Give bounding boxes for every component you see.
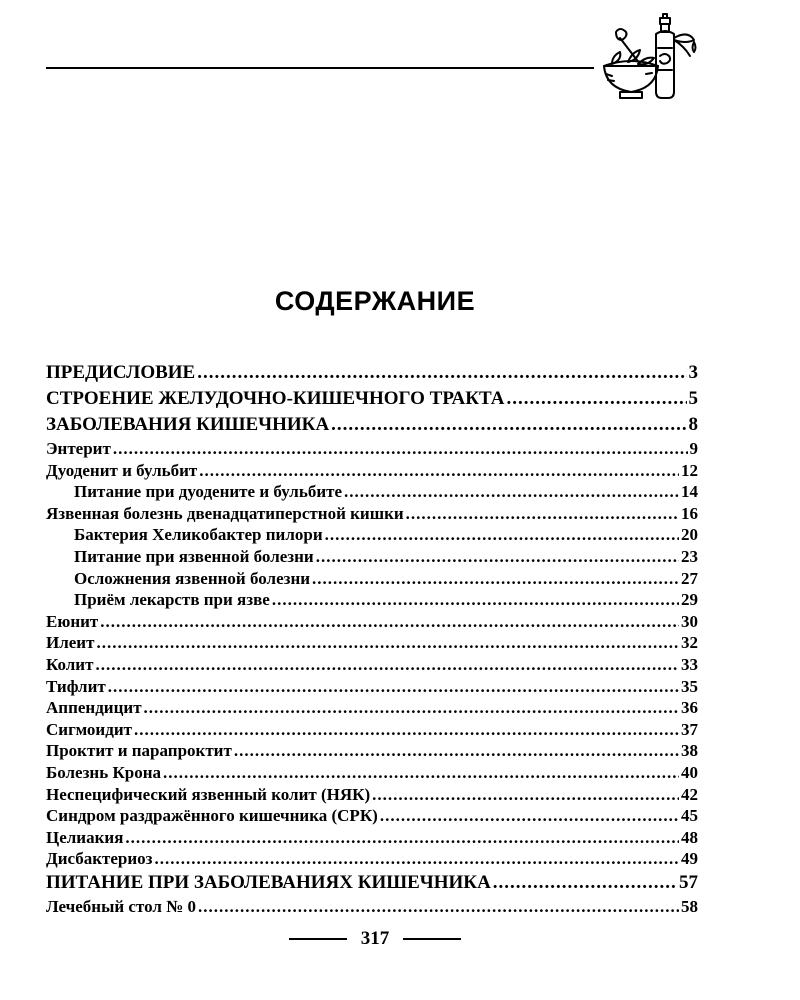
toc-entry — [46, 360, 698, 386]
dot-leader — [312, 568, 679, 590]
toc-entry-page: 29 — [681, 590, 698, 610]
toc-entry-title: Аппендицит — [46, 698, 142, 718]
dot-leader — [506, 386, 686, 412]
toc-entry-title: Целиакия — [46, 827, 124, 847]
toc-entry — [46, 827, 698, 849]
toc-entry-title: Синдром раздражённого кишечника (СРК) — [46, 806, 378, 826]
dot-leader — [108, 676, 679, 698]
table-of-contents — [46, 360, 698, 917]
toc-entry-page: 58 — [681, 896, 698, 916]
toc-entry-title: Болезнь Крона — [46, 762, 162, 782]
toc-entry-page: 35 — [681, 676, 698, 696]
header-rule — [46, 67, 594, 69]
toc-entry — [46, 546, 698, 568]
toc-entry-page: 3 — [688, 362, 698, 383]
toc-entry-page: 49 — [681, 849, 698, 869]
toc-entry-page: 36 — [681, 698, 698, 718]
toc-entry-page: 38 — [681, 741, 698, 761]
toc-entry-title: Осложнения язвенной болезни — [74, 568, 311, 588]
toc-entry — [46, 697, 698, 719]
dot-leader — [96, 632, 679, 654]
toc-entry-title: Еюнит — [46, 611, 99, 631]
toc-entry-title: Сигмоидит — [46, 719, 132, 739]
toc-entry-title: Илеит — [46, 633, 95, 653]
toc-entry — [46, 740, 698, 762]
toc-entry — [46, 896, 698, 918]
dot-leader — [197, 360, 686, 386]
toc-entry-title: Питание при язвенной болезни — [74, 546, 314, 566]
toc-entry-page: 14 — [681, 482, 698, 502]
toc-entry — [46, 762, 698, 784]
toc-entry-title: Энтерит — [46, 439, 111, 458]
page-number: 317 — [360, 928, 390, 949]
dot-leader — [493, 870, 677, 896]
toc-entry-page: 16 — [681, 503, 698, 523]
dot-leader — [144, 697, 679, 719]
toc-entry-page: 27 — [681, 568, 698, 588]
toc-entry-page: 23 — [681, 546, 698, 566]
dot-leader — [344, 481, 679, 503]
toc-entry — [46, 438, 698, 460]
dot-leader — [100, 611, 679, 633]
dot-leader — [199, 460, 679, 482]
dot-leader — [325, 524, 679, 546]
toc-entry — [46, 719, 698, 741]
toc-entry-page: 45 — [681, 806, 698, 826]
toc-entry-title: Приём лекарств при язве — [74, 590, 270, 610]
dot-leader — [234, 740, 679, 762]
toc-entry-page: 37 — [681, 719, 698, 739]
toc-entry-title: Язвенная болезнь двенадцатиперстной кишки — [46, 503, 404, 523]
dot-leader — [163, 762, 679, 784]
toc-entry-title: Питание при дуодените и бульбите — [74, 482, 343, 502]
toc-entry-title: Неспецифический язвенный колит (НЯК) — [46, 784, 371, 804]
page-footer — [0, 928, 750, 950]
dot-leader — [198, 896, 679, 918]
toc-entry-title: Проктит и парапроктит — [46, 741, 232, 761]
toc-entry — [46, 848, 698, 870]
toc-entry-title: СТРОЕНИЕ ЖЕЛУДОЧНО-КИШЕЧНОГО ТРАКТА — [46, 388, 505, 409]
toc-entry-title: ПИТАНИЕ ПРИ ЗАБОЛЕВАНИЯХ КИШЕЧНИКА — [46, 871, 491, 893]
footer-rule-right — [403, 938, 461, 940]
dot-leader — [372, 784, 679, 806]
dot-leader — [406, 503, 679, 525]
toc-entry — [46, 524, 698, 546]
dot-leader — [272, 589, 679, 611]
toc-entry-title: ПРЕДИСЛОВИЕ — [46, 362, 196, 383]
dot-leader — [155, 848, 679, 870]
toc-entry — [46, 784, 698, 806]
toc-entry — [46, 676, 698, 698]
toc-entry-page: 33 — [681, 654, 698, 674]
toc-entry-title: ЗАБОЛЕВАНИЯ КИШЕЧНИКА — [46, 414, 330, 435]
toc-entry-title: Колит — [46, 654, 94, 674]
toc-entry-title: Дисбактериоз — [46, 849, 153, 869]
toc-entry — [46, 568, 698, 590]
dot-leader — [134, 719, 679, 741]
dot-leader — [125, 827, 679, 849]
toc-entry-page: 42 — [681, 784, 698, 804]
toc-entry-page: 48 — [681, 827, 698, 847]
toc-entry-page: 5 — [688, 388, 698, 409]
dot-leader — [380, 805, 679, 827]
toc-entry — [46, 481, 698, 503]
toc-entry — [46, 870, 698, 896]
toc-entry-page: 20 — [681, 525, 698, 545]
toc-entry — [46, 611, 698, 633]
toc-entry-page: 8 — [688, 414, 698, 435]
dot-leader — [95, 654, 679, 676]
footer-rule-left — [289, 938, 347, 940]
toc-entry — [46, 503, 698, 525]
toc-entry-page: 40 — [681, 762, 698, 782]
toc-entry — [46, 460, 698, 482]
toc-entry — [46, 589, 698, 611]
dot-leader — [331, 412, 686, 438]
dot-leader — [113, 438, 688, 460]
toc-entry-page: 32 — [681, 633, 698, 653]
toc-entry — [46, 386, 698, 412]
toc-entry-page: 9 — [689, 439, 698, 458]
toc-entry — [46, 412, 698, 438]
toc-entry-title: Тифлит — [46, 676, 106, 696]
toc-entry-title: Дуоденит и бульбит — [46, 460, 198, 480]
toc-entry-title: Бактерия Хеликобактер пилори — [74, 525, 323, 545]
toc-entry — [46, 632, 698, 654]
toc-entry-page: 30 — [681, 611, 698, 631]
page-title: СОДЕРЖАНИЕ — [274, 286, 476, 316]
toc-entry-title: Лечебный стол № 0 — [46, 896, 196, 916]
toc-entry — [46, 654, 698, 676]
dot-leader — [316, 546, 679, 568]
mortar-and-pestle-icon — [598, 8, 718, 108]
toc-entry-page: 12 — [681, 460, 698, 480]
toc-entry-page: 57 — [679, 871, 698, 893]
toc-entry — [46, 805, 698, 827]
